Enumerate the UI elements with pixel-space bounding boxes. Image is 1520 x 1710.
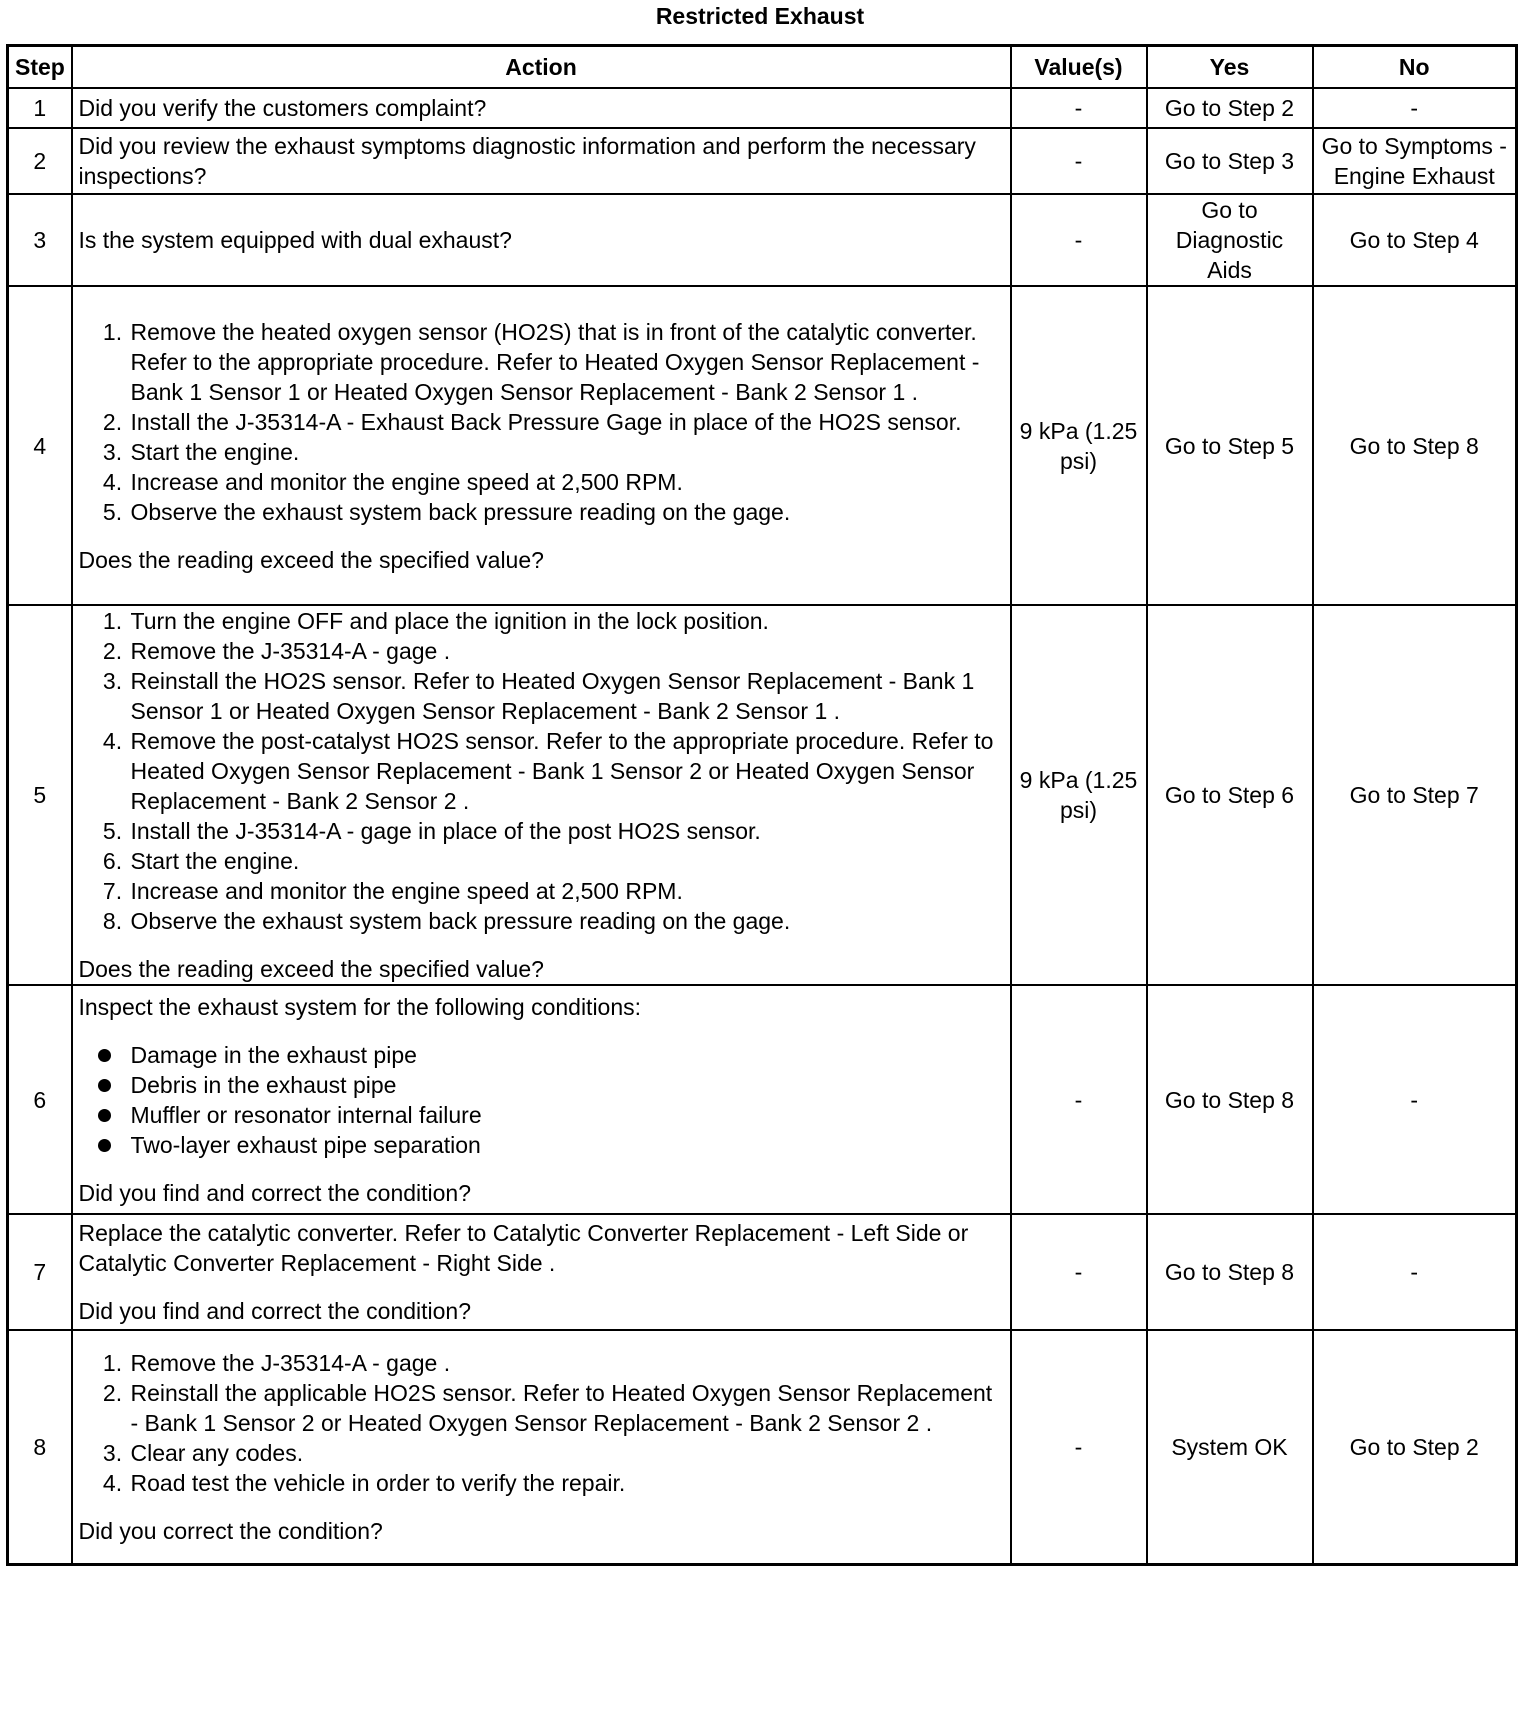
yes-cell: Go to Step 8: [1147, 985, 1313, 1214]
step-number: 7: [8, 1214, 72, 1330]
value-cell: 9 kPa (1.25 psi): [1011, 605, 1147, 985]
table-row: [8, 985, 1517, 1214]
list-item: 4. Road test the vehicle in order to verify the repair.: [129, 1468, 1004, 1498]
value-cell: 9 kPa (1.25 psi): [1011, 286, 1147, 605]
list-item: 4. Increase and monitor the engine speed at 2,500 RPM.: [129, 467, 1004, 497]
list-item: 3. Start the engine.: [129, 437, 1004, 467]
step-number: 6: [8, 985, 72, 1214]
value-cell: -: [1011, 1214, 1147, 1330]
no-cell: Go to Symptoms - Engine Exhaust: [1313, 128, 1517, 194]
list-item: 1. Remove the J-35314-A - gage .: [129, 1348, 1004, 1378]
intro-text: Replace the catalytic converter. Refer to Catalytic Converter Replacement - Left Side or Catalytic Converter Replacement - Right Side .: [78, 1220, 969, 1276]
step-number: 5: [8, 605, 72, 985]
list-item: 5. Install the J-35314-A - gage in place of the post HO2S sensor.: [129, 816, 1004, 846]
table-row: [8, 286, 1517, 605]
no-cell: Go to Step 7: [1313, 605, 1517, 985]
list-item: 5. Observe the exhaust system back pressure reading on the gage.: [129, 497, 1004, 527]
procedure-list: [79, 317, 1004, 527]
table-row: [8, 605, 1517, 985]
list-item: Debris in the exhaust pipe: [129, 1070, 1004, 1100]
question-text: Did you find and correct the condition?: [78, 1179, 472, 1206]
step-number: 8: [8, 1330, 72, 1565]
list-item: 1. Turn the engine OFF and place the ignition in the lock position.: [129, 606, 1004, 636]
list-item: Damage in the exhaust pipe: [129, 1040, 1004, 1070]
question-text: Did you correct the condition?: [78, 1518, 383, 1544]
no-cell: -: [1313, 985, 1517, 1214]
step-number: 3: [8, 194, 72, 286]
list-item: 2. Remove the J-35314-A - gage .: [129, 636, 1004, 666]
list-item: 2. Reinstall the applicable HO2S sensor. Refer to Heated Oxygen Sensor Replacement - Bank 1 Sensor 2 or Heated Oxygen Sensor Replacement - Bank 2 Sensor 2 .: [129, 1378, 1004, 1438]
procedure-list: [79, 1348, 1004, 1498]
action-text: Did you review the exhaust symptoms diagnostic information and perform the necessary inspections?: [72, 128, 1011, 194]
list-item: 4. Remove the post-catalyst HO2S sensor. Refer to the appropriate procedure. Refer to Heated Oxygen Sensor Replacement - Bank 1 Sensor 2 or Heated Oxygen Sensor Replacement - Bank 2 Sensor 2 .: [129, 726, 1004, 816]
step-number: 2: [8, 128, 72, 194]
table-row: [8, 1330, 1517, 1565]
no-cell: Go to Step 4: [1313, 194, 1517, 286]
no-cell: -: [1313, 88, 1517, 128]
value-cell: -: [1011, 128, 1147, 194]
yes-cell: Go to Step 3: [1147, 128, 1313, 194]
value-cell: -: [1011, 1330, 1147, 1565]
question-text: Does the reading exceed the specified value?: [78, 546, 544, 573]
condition-list: [79, 1040, 1004, 1160]
value-cell: -: [1011, 88, 1147, 128]
yes-cell: Go to Diagnostic Aids: [1147, 194, 1313, 286]
header-row: [8, 46, 1517, 89]
value-cell: -: [1011, 194, 1147, 286]
action-text: Is the system equipped with dual exhaust?: [72, 194, 1011, 286]
action-cell: [72, 1214, 1011, 1330]
list-item: Two-layer exhaust pipe separation: [129, 1130, 1004, 1160]
action-cell: [72, 605, 1011, 985]
list-item: 6. Start the engine.: [129, 846, 1004, 876]
list-item: 8. Observe the exhaust system back pressure reading on the gage.: [129, 906, 1004, 936]
yes-cell: Go to Step 2: [1147, 88, 1313, 128]
question-text: Does the reading exceed the specified value?: [78, 956, 544, 982]
list-item: 2. Install the J-35314-A - Exhaust Back Pressure Gage in place of the HO2S sensor.: [129, 407, 1004, 437]
list-item: 3. Clear any codes.: [129, 1438, 1004, 1468]
no-cell: Go to Step 2: [1313, 1330, 1517, 1565]
action-text: Did you verify the customers complaint?: [72, 88, 1011, 128]
table-row: [8, 128, 1517, 194]
step-number: 1: [8, 88, 72, 128]
header-action: Action: [72, 46, 1011, 89]
header-no: No: [1313, 46, 1517, 89]
page-title: Restricted Exhaust: [655, 3, 865, 29]
step-number: 4: [8, 286, 72, 605]
no-cell: Go to Step 8: [1313, 286, 1517, 605]
action-cell: [72, 985, 1011, 1214]
list-item: 3. Reinstall the HO2S sensor. Refer to Heated Oxygen Sensor Replacement - Bank 1 Sensor 1 or Heated Oxygen Sensor Replacement - Bank 2 Sensor 1 .: [129, 666, 1004, 726]
list-item: Muffler or resonator internal failure: [129, 1100, 1004, 1130]
action-cell: [72, 286, 1011, 605]
list-item: 7. Increase and monitor the engine speed at 2,500 RPM.: [129, 876, 1004, 906]
no-cell: -: [1313, 1214, 1517, 1330]
header-values: Value(s): [1011, 46, 1147, 89]
value-cell: -: [1011, 985, 1147, 1214]
yes-cell: System OK: [1147, 1330, 1313, 1565]
yes-cell: Go to Step 6: [1147, 605, 1313, 985]
yes-cell: Go to Step 8: [1147, 1214, 1313, 1330]
table-row: [8, 88, 1517, 128]
header-yes: Yes: [1147, 46, 1313, 89]
question-text: Did you find and correct the condition?: [78, 1298, 472, 1324]
diagnostic-table: [6, 44, 1518, 1566]
table-row: [8, 194, 1517, 286]
intro-text: Inspect the exhaust system for the following conditions:: [78, 993, 642, 1020]
table-row: [8, 1214, 1517, 1330]
yes-cell: Go to Step 5: [1147, 286, 1313, 605]
list-item: 1. Remove the heated oxygen sensor (HO2S) that is in front of the catalytic converter. Refer to the appropriate procedure. Refer to Heated Oxygen Sensor Replacement - Bank 1 Sensor 1 or Heated Oxygen Sensor Replacement - Bank 2 Sensor 1 .: [129, 317, 1004, 407]
procedure-list: [79, 606, 1004, 936]
header-step: Step: [8, 46, 72, 89]
action-cell: [72, 1330, 1011, 1565]
